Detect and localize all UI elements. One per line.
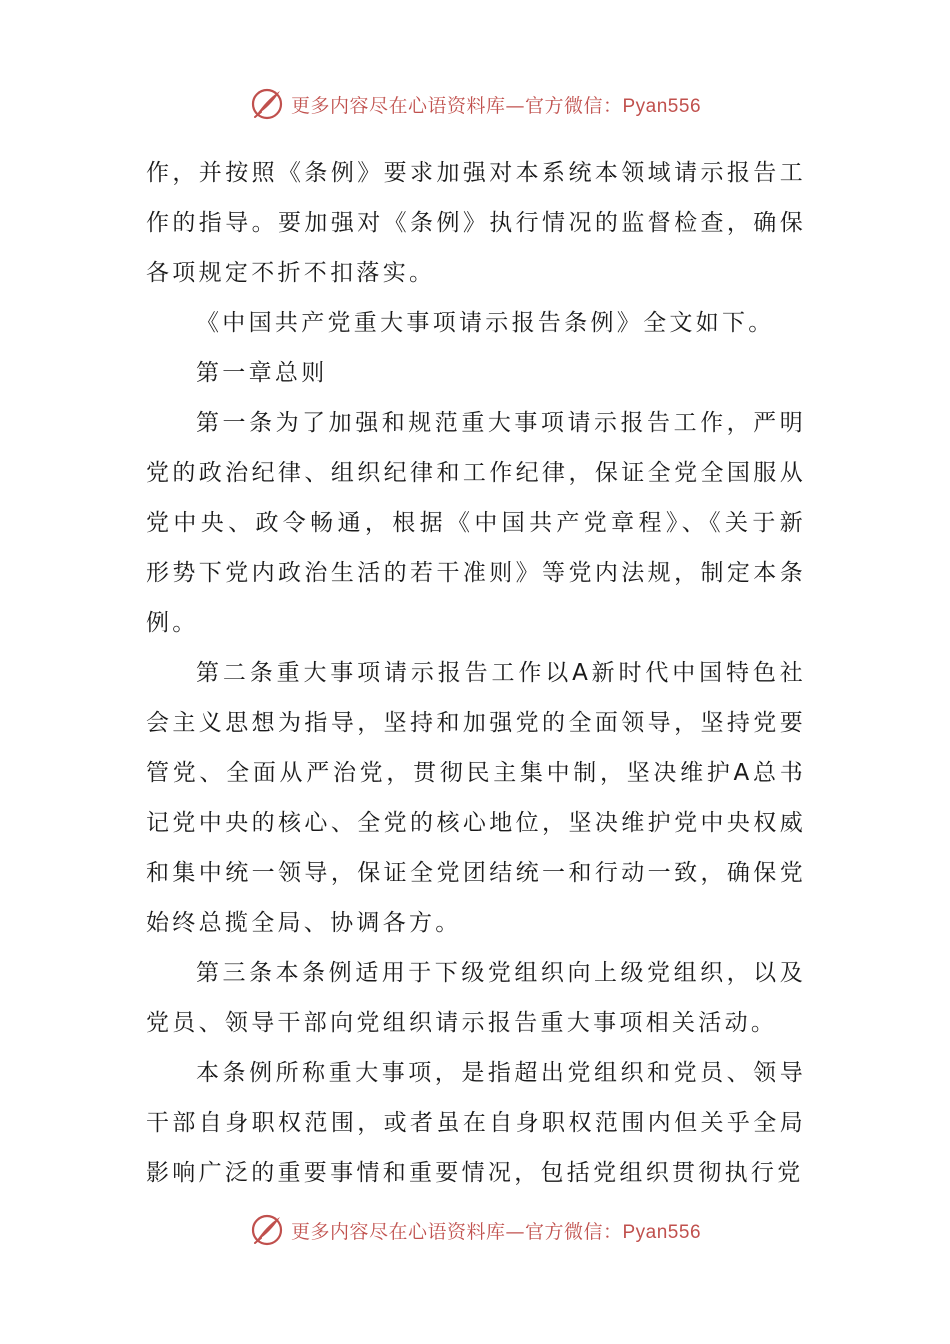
banner-text: 更多内容尽在心语资料库—官方微信：Pyan556 (290, 94, 702, 117)
document-body (146, 148, 806, 1198)
wechat-id: Pyan556 (622, 1221, 702, 1243)
header-banner (0, 84, 950, 124)
paragraph: 第三条本条例适用于下级党组织向上级党组织，以及党员、领导干部向党组织请示报告重大事项相关活动。 (146, 960, 806, 1036)
paragraph: 第一章总则 (196, 360, 328, 386)
paragraph: 作，并按照《条例》要求加强对本系统本领域请示报告工作的指导。要加强对《条例》执行情况的监督检查，确保各项规定不折不扣落实。 (146, 160, 806, 286)
paragraph: 第二条重大事项请示报告工作以A新时代中国特色社会主义思想为指导，坚持和加强党的全面领导，坚持党要管党、全面从严治党，贯彻民主集中制，坚决维护A总书记党中央的核心、全党的核心地位，坚决维护党中央权威和集中统一领导，保证全党团结统一和行动一致，确保党始终总揽全局、协调各方。 (146, 660, 806, 936)
wechat-id: Pyan556 (622, 95, 702, 117)
paragraph: 第一条为了加强和规范重大事项请示报告工作，严明党的政治纪律、组织纪律和工作纪律，保证全党全国服从党中央、政令畅通，根据《中国共产党章程》、《关于新形势下党内政治生活的若干准则》等党内法规，制定本条例。 (146, 410, 806, 636)
quill-logo-icon (249, 1212, 285, 1248)
paragraph: 本条例所称重大事项，是指超出党组织和党员、领导干部自身职权范围，或者虽在自身职权范围内但关乎全局影响广泛的重要事情和重要情况，包括党组织贯彻执行党 (146, 1060, 806, 1186)
quill-logo-icon (249, 86, 285, 122)
paragraph: 《中国共产党重大事项请示报告条例》全文如下。 (196, 310, 775, 336)
banner-text: 更多内容尽在心语资料库—官方微信：Pyan556 (290, 1220, 702, 1243)
footer-banner (0, 1210, 950, 1250)
